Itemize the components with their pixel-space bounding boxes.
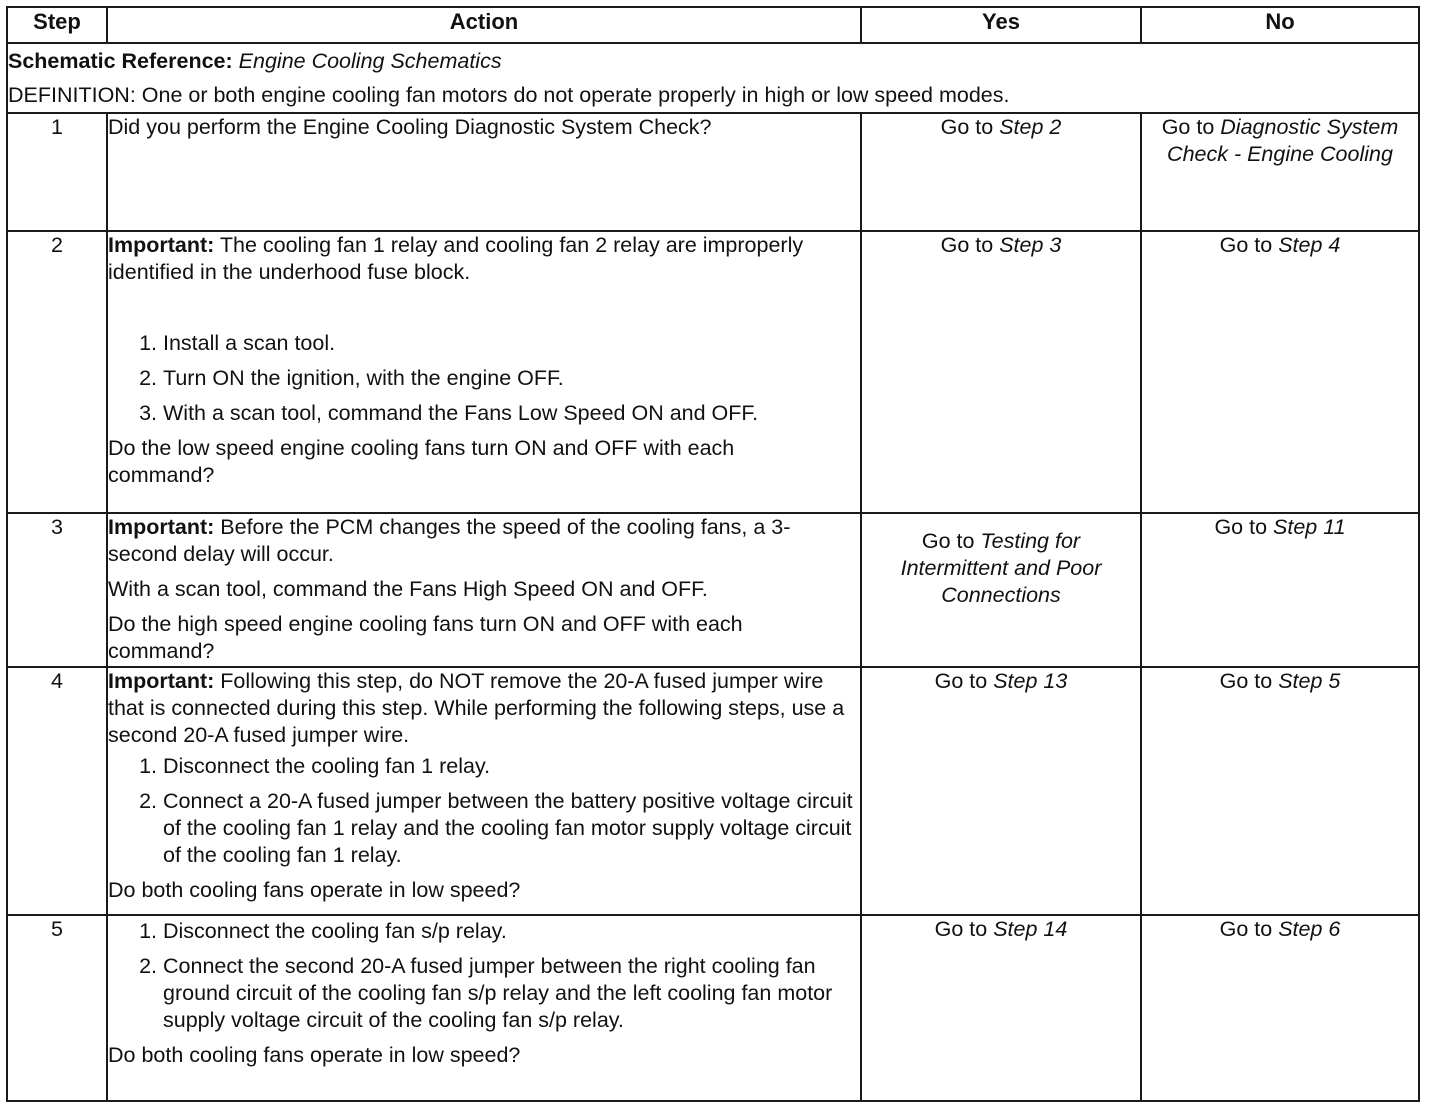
action-question: Do the low speed engine cooling fans turn ON and OFF with each command? xyxy=(108,436,735,487)
header-action: Action xyxy=(107,7,861,43)
action-question: Did you perform the Engine Cooling Diagnostic System Check? xyxy=(108,115,712,139)
important-label: Important: xyxy=(108,515,215,539)
diagnostic-table xyxy=(6,6,1420,1102)
table-row xyxy=(7,231,1419,513)
header-step: Step xyxy=(7,7,107,43)
important-label: Important: xyxy=(108,233,215,257)
action-question: Do both cooling fans operate in low speed? xyxy=(108,1043,521,1067)
no-link[interactable]: Step 4 xyxy=(1278,233,1341,257)
important-label: Important: xyxy=(108,669,215,693)
goto-prefix: Go to xyxy=(1161,115,1215,139)
list-item: 2. Connect the second 20-A fused jumper between the right cooling fan ground circuit of the cooling fan s/p relay and the left cooling fan motor supply voltage circuit of the cooling fan s/p relay. xyxy=(163,953,860,1034)
list-item: 1. Disconnect the cooling fan 1 relay. xyxy=(163,753,860,780)
action-cell xyxy=(107,915,861,1101)
yes-link[interactable]: Step 3 xyxy=(999,233,1062,257)
step-list xyxy=(108,330,860,427)
yes-link[interactable]: Step 14 xyxy=(993,917,1068,941)
list-item: 2. Turn ON the ignition, with the engine OFF. xyxy=(163,365,860,392)
yes-cell xyxy=(861,113,1141,231)
step-number: 2 xyxy=(7,231,107,513)
list-item: 1. Disconnect the cooling fan s/p relay. xyxy=(163,918,860,945)
header-no: No xyxy=(1141,7,1419,43)
goto-prefix: Go to xyxy=(1219,669,1273,693)
important-note xyxy=(108,514,860,568)
table-row xyxy=(7,667,1419,915)
table-row xyxy=(7,915,1419,1101)
schematic-link[interactable]: Engine Cooling Schematics xyxy=(238,49,502,73)
yes-link[interactable]: Step 13 xyxy=(993,669,1068,693)
definition: DEFINITION: One or both engine cooling fan motors do not operate properly in high or low speed modes. xyxy=(8,83,1010,107)
list-item: 1. Install a scan tool. xyxy=(163,330,860,357)
step-list xyxy=(108,753,860,869)
goto-prefix: Go to xyxy=(934,917,988,941)
yes-cell xyxy=(861,667,1141,915)
no-cell xyxy=(1141,915,1419,1101)
yes-link[interactable]: Step 2 xyxy=(999,115,1062,139)
step-list xyxy=(108,918,860,1034)
important-text: The cooling fan 1 relay and cooling fan 2 relay are improperly identified in the underhood fuse block. xyxy=(108,233,804,284)
important-text: Before the PCM changes the speed of the cooling fans, a 3-second delay will occur. xyxy=(108,515,791,566)
goto-prefix: Go to xyxy=(1219,917,1273,941)
list-item: 3. With a scan tool, command the Fans Low Speed ON and OFF. xyxy=(163,400,860,427)
goto-prefix: Go to xyxy=(921,529,975,553)
schematic-row xyxy=(7,43,1419,113)
action-cell xyxy=(107,667,861,915)
important-note xyxy=(108,232,860,286)
no-cell xyxy=(1141,667,1419,915)
no-link[interactable]: Step 6 xyxy=(1278,917,1341,941)
important-text: Following this step, do NOT remove the 20-A fused jumper wire that is connected during this step. While performing the following steps, use a second 20-A fused jumper wire. xyxy=(108,669,845,747)
action-question: Do both cooling fans operate in low speed? xyxy=(108,878,521,902)
goto-prefix: Go to xyxy=(940,233,994,257)
action-cell xyxy=(107,231,861,513)
goto-prefix: Go to xyxy=(934,669,988,693)
schematic-label: Schematic Reference: xyxy=(8,49,233,73)
action-cell xyxy=(107,113,861,231)
step-number: 1 xyxy=(7,113,107,231)
goto-prefix: Go to xyxy=(1219,233,1273,257)
no-link[interactable]: Diagnostic System Check - Engine Cooling xyxy=(1167,115,1399,166)
yes-cell xyxy=(861,513,1141,667)
no-cell xyxy=(1141,513,1419,667)
schematic-reference-cell xyxy=(7,43,1419,113)
yes-link[interactable]: Testing for Intermittent and Poor Connections xyxy=(900,529,1102,607)
step-number: 4 xyxy=(7,667,107,915)
list-item: 2. Connect a 20-A fused jumper between the battery positive voltage circuit of the cooling fan 1 relay and the cooling fan motor supply voltage circuit of the cooling fan 1 relay. xyxy=(163,788,860,869)
no-cell xyxy=(1141,113,1419,231)
table-row xyxy=(7,113,1419,231)
header-row xyxy=(7,7,1419,43)
no-cell xyxy=(1141,231,1419,513)
goto-prefix: Go to xyxy=(1214,515,1268,539)
yes-cell xyxy=(861,231,1141,513)
table-row xyxy=(7,513,1419,667)
no-link[interactable]: Step 11 xyxy=(1273,515,1346,539)
action-cell xyxy=(107,513,861,667)
step-number: 5 xyxy=(7,915,107,1101)
important-note xyxy=(108,668,860,749)
step-number: 3 xyxy=(7,513,107,667)
yes-cell xyxy=(861,915,1141,1101)
goto-prefix: Go to xyxy=(940,115,994,139)
schematic-reference xyxy=(8,44,1418,78)
no-link[interactable]: Step 5 xyxy=(1278,669,1341,693)
action-question: Do the high speed engine cooling fans turn ON and OFF with each command? xyxy=(108,612,743,663)
action-instruction: With a scan tool, command the Fans High Speed ON and OFF. xyxy=(108,577,708,601)
header-yes: Yes xyxy=(861,7,1141,43)
